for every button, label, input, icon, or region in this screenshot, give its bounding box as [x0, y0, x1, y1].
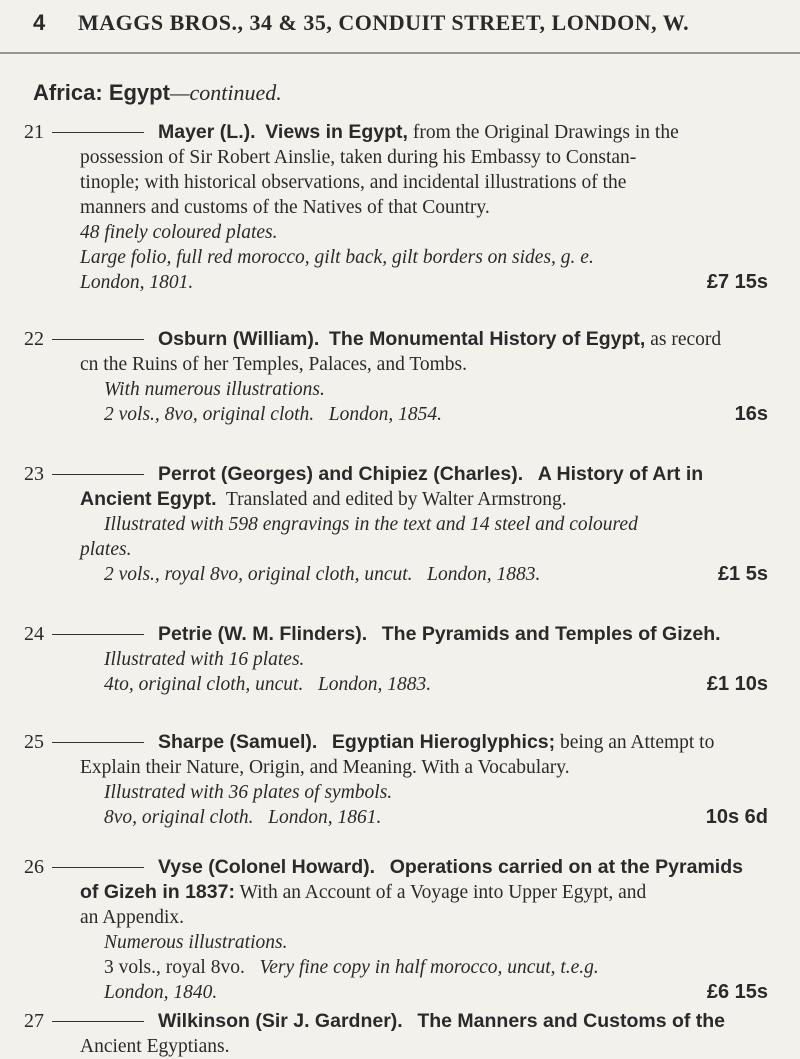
- entry-illustrations: Illustrated with 598 engravings in the text and 14 steel and coloured: [104, 514, 638, 535]
- entry-price: £1 10s: [706, 673, 768, 695]
- entry-number: 22: [24, 328, 44, 350]
- section-country: Egypt: [108, 80, 170, 105]
- page-number: 4: [33, 10, 46, 35]
- entry-price: 16s: [734, 403, 768, 425]
- entry-number: 27: [24, 1010, 44, 1032]
- entry-number: 24: [24, 623, 44, 645]
- entry-line: tinople; with historical observations, and incidental illustrations of the: [80, 172, 627, 193]
- entry-binding: Large folio, full red morocco, gilt back, gilt borders on sides, g. e.: [80, 247, 594, 268]
- entry-dash: [52, 339, 144, 340]
- entry-dash: [52, 132, 144, 133]
- section-continued: —continued.: [169, 80, 282, 105]
- entry-line: manners and customs of the Natives of that Country.: [80, 197, 490, 218]
- entry-illustrations: plates.: [80, 539, 132, 560]
- entry-number: 21: [24, 121, 44, 143]
- entry-line: Ancient Egypt. Translated and edited by Walter Armstrong.: [80, 488, 567, 510]
- entry-line: Explain their Nature, Origin, and Meaning. With a Vocabulary.: [80, 757, 570, 778]
- entry-line: of Gizeh in 1837: With an Account of a Voyage into Upper Egypt, and: [80, 881, 647, 903]
- entry-illustrations: Numerous illustrations.: [104, 932, 288, 953]
- entry-line: Sharpe (Samuel). Egyptian Hieroglyphics; being an Attempt to: [158, 731, 715, 753]
- entry-line: possession of Sir Robert Ainslie, taken during his Embassy to Constan-: [80, 147, 637, 168]
- entry-line: 4to, original cloth, uncut. London, 1883.: [104, 674, 432, 695]
- entry-line: an Appendix.: [80, 907, 184, 928]
- entry-dash: [52, 634, 144, 635]
- entry-line: Mayer (L.). Views in Egypt, from the Original Drawings in the: [158, 121, 679, 143]
- entry-price: £6 15s: [706, 981, 768, 1003]
- entry-line: Wilkinson (Sir J. Gardner). The Manners and Customs of the: [158, 1010, 726, 1032]
- entry-line: 3 vols., royal 8vo. Very fine copy in half morocco, uncut, t.e.g.: [104, 957, 599, 978]
- entry-line: Petrie (W. M. Flinders). The Pyramids and Temples of Gizeh.: [158, 623, 721, 645]
- entry-illustrations: 48 finely coloured plates.: [80, 222, 278, 243]
- section-heading: [33, 80, 282, 106]
- entry-illustrations: With numerous illustrations.: [104, 379, 325, 400]
- entry-line: Ancient Egyptians.: [80, 1036, 230, 1057]
- entry-line: 8vo, original cloth. London, 1861.: [104, 807, 382, 828]
- entry-line: 2 vols., royal 8vo, original cloth, uncut. London, 1883.: [104, 564, 541, 585]
- entry-price: £1 5s: [717, 563, 768, 585]
- section-region: Africa:: [33, 80, 103, 105]
- entry-dash: [52, 742, 144, 743]
- entry-illustrations: Illustrated with 36 plates of symbols.: [104, 782, 393, 803]
- entry-dash: [52, 1021, 144, 1022]
- entry-line: cn the Ruins of her Temples, Palaces, and Tombs.: [80, 354, 468, 375]
- entry-illustrations: Illustrated with 16 plates.: [104, 649, 305, 670]
- entry-dash: [52, 867, 144, 868]
- entry-line: Vyse (Colonel Howard). Operations carried on at the Pyramids: [158, 856, 743, 878]
- entry-line: Osburn (William). The Monumental History of Egypt, as record: [158, 328, 722, 350]
- entry-price: 10s 6d: [705, 806, 768, 828]
- entry-imprint: London, 1840.: [104, 982, 218, 1003]
- running-head: MAGGS BROS., 34 & 35, CONDUIT STREET, LONDON, W.: [78, 10, 690, 35]
- page-header: [0, 0, 800, 58]
- entry-number: 26: [24, 856, 44, 878]
- entry-number: 23: [24, 463, 44, 485]
- entry-line: Perrot (Georges) and Chipiez (Charles). A History of Art in: [158, 463, 704, 485]
- entry-number: 25: [24, 731, 44, 753]
- entry-dash: [52, 474, 144, 475]
- entry-imprint: London, 1801.: [80, 272, 194, 293]
- entry-line: 2 vols., 8vo, original cloth. London, 1854.: [104, 404, 443, 425]
- entry-price: £7 15s: [706, 271, 768, 293]
- header-rule: [0, 52, 800, 54]
